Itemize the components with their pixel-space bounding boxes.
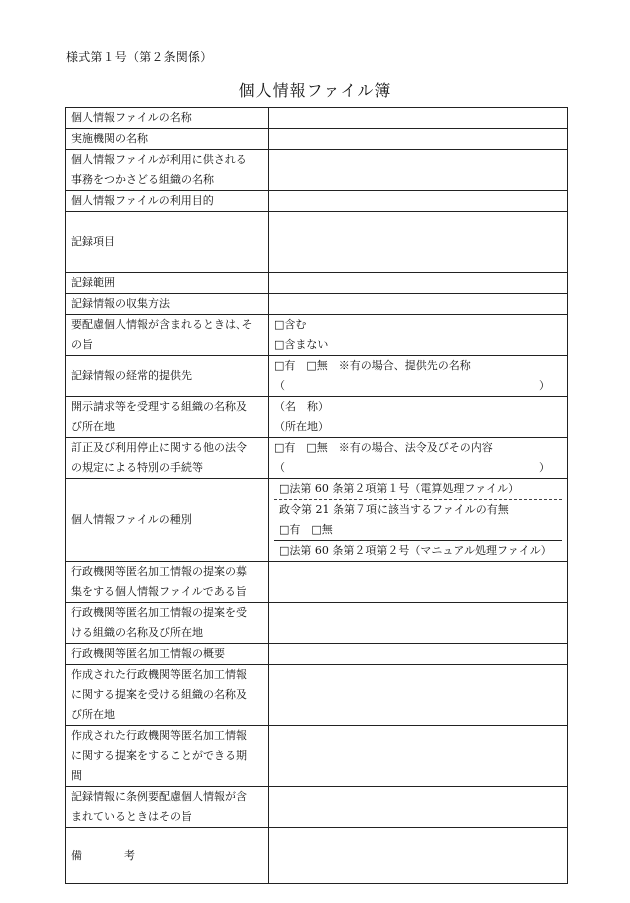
value-anon-subject[interactable] (269, 562, 568, 603)
open-paren: （ (274, 461, 285, 474)
table-row (66, 191, 568, 212)
label-file-name: 個人情報ファイルの名称 (66, 108, 269, 129)
open-paren: （ (274, 379, 285, 392)
label-line: 集をする個人情報ファイルである旨 (71, 585, 247, 598)
value-agency-name[interactable] (269, 129, 568, 150)
label-line: 要配慮個人情報が含まれるときは､そ (71, 318, 253, 331)
value-anon-org[interactable] (269, 603, 568, 644)
value-file-kind (269, 479, 568, 562)
value-correction-procedure (269, 438, 568, 479)
table-row (66, 108, 568, 129)
value-purpose[interactable] (269, 191, 568, 212)
label-line: 開示請求等を受理する組織の名称及 (71, 400, 247, 413)
remarks-char-2: 考 (124, 848, 135, 862)
label-disclosure-org (66, 397, 269, 438)
value-created-period[interactable] (269, 726, 568, 787)
table-row (66, 129, 568, 150)
checkbox-manual-file[interactable]: □法第 60 条第２項第２号（マニュアル処理ファイル） (279, 544, 552, 557)
table-row (66, 828, 568, 884)
label-line: の旨 (71, 338, 93, 351)
label-line: まれているときはその旨 (71, 810, 192, 823)
label-anon-subject (66, 562, 269, 603)
label-recipient: 記録情報の経常的提供先 (66, 356, 269, 397)
label-line: び所在地 (71, 708, 115, 721)
disclosure-address-field[interactable]: （所在地） (274, 420, 329, 433)
table-row (66, 603, 568, 644)
table-row (66, 787, 568, 828)
label-record-items: 記録項目 (66, 212, 269, 273)
label-line: に関する提案を受ける組織の名称及 (71, 688, 247, 701)
value-recipient (269, 356, 568, 397)
ordinance-file-question: 政令第 21 条第７項に該当するファイルの有無 (279, 503, 509, 516)
checkbox-recipient-yes-no[interactable]: □有 □無 ※有の場合、提供先の名称 (274, 359, 471, 372)
label-ordinance-sensitive (66, 787, 269, 828)
table-row (66, 356, 568, 397)
table-row (66, 479, 568, 562)
table-row (66, 294, 568, 315)
disclosure-name-field[interactable]: （名 称） (274, 400, 329, 413)
label-line: 個人情報ファイルが利用に供される (71, 153, 247, 166)
close-paren: ） (539, 461, 550, 474)
label-line: 記録情報に条例要配慮個人情報が含 (71, 790, 247, 803)
checkbox-computer-file[interactable]: □法第 60 条第２項第１号（電算処理ファイル） (274, 479, 562, 500)
label-org-name (66, 150, 269, 191)
table-row (66, 726, 568, 787)
value-ordinance-sensitive[interactable] (269, 787, 568, 828)
label-line: 間 (71, 769, 82, 782)
remarks-char-1: 備 (71, 848, 82, 862)
value-org-name[interactable] (269, 150, 568, 191)
label-line: 行政機関等匿名加工情報の提案を受 (71, 606, 247, 619)
label-line: 訂正及び利用停止に関する他の法令 (71, 441, 247, 454)
label-sensitive-info (66, 315, 269, 356)
label-file-kind: 個人情報ファイルの種別 (66, 479, 269, 562)
table-row (66, 562, 568, 603)
value-record-items[interactable] (269, 212, 568, 273)
checkbox-correction-yes-no[interactable]: □有 □無 ※有の場合、法令及びその内容 (274, 441, 493, 454)
label-anon-org (66, 603, 269, 644)
label-line: に関する提案をすることができる期 (71, 749, 247, 762)
correction-content-field[interactable] (274, 458, 562, 478)
label-line: 作成された行政機関等匿名加工情報 (71, 668, 247, 681)
label-record-scope: 記録範囲 (66, 273, 269, 294)
checkbox-ordinance-yes-no[interactable]: □有 □無 (274, 520, 562, 541)
table-row (66, 315, 568, 356)
label-line: ける組織の名称及び所在地 (71, 626, 203, 639)
label-agency-name: 実施機関の名称 (66, 129, 269, 150)
value-remarks[interactable] (269, 828, 568, 884)
table-row (66, 150, 568, 191)
label-correction-procedure (66, 438, 269, 479)
checkbox-not-includes[interactable]: □含まない (274, 338, 329, 351)
table-row (66, 665, 568, 726)
value-anon-summary[interactable] (269, 644, 568, 665)
value-file-name[interactable] (269, 108, 568, 129)
close-paren: ） (539, 379, 550, 392)
document-title: 個人情報ファイル簿 (238, 81, 392, 100)
table-row (66, 397, 568, 438)
label-line: 行政機関等匿名加工情報の提案の募 (71, 565, 247, 578)
table-row (66, 212, 568, 273)
label-remarks (66, 828, 269, 884)
table-row (66, 273, 568, 294)
value-created-org[interactable] (269, 665, 568, 726)
value-disclosure-org (269, 397, 568, 438)
table-row (66, 438, 568, 479)
value-record-scope[interactable] (269, 273, 568, 294)
table-row (66, 644, 568, 665)
label-created-period (66, 726, 269, 787)
value-collection-method[interactable] (269, 294, 568, 315)
label-line: の規定による特別の手続等 (71, 461, 203, 474)
label-line: 事務をつかさどる組織の名称 (71, 173, 214, 186)
label-purpose: 個人情報ファイルの利用目的 (66, 191, 269, 212)
value-sensitive-info (269, 315, 568, 356)
label-created-org (66, 665, 269, 726)
recipient-name-field[interactable] (274, 376, 562, 396)
label-line: 作成された行政機関等匿名加工情報 (71, 729, 247, 742)
label-collection-method: 記録情報の収集方法 (66, 294, 269, 315)
file-register-table (65, 107, 568, 884)
label-line: び所在地 (71, 420, 115, 433)
checkbox-includes[interactable]: □含む (274, 318, 307, 331)
label-anon-summary: 行政機関等匿名加工情報の概要 (66, 644, 269, 665)
form-number: 様式第１号（第２条関係） (66, 50, 213, 64)
